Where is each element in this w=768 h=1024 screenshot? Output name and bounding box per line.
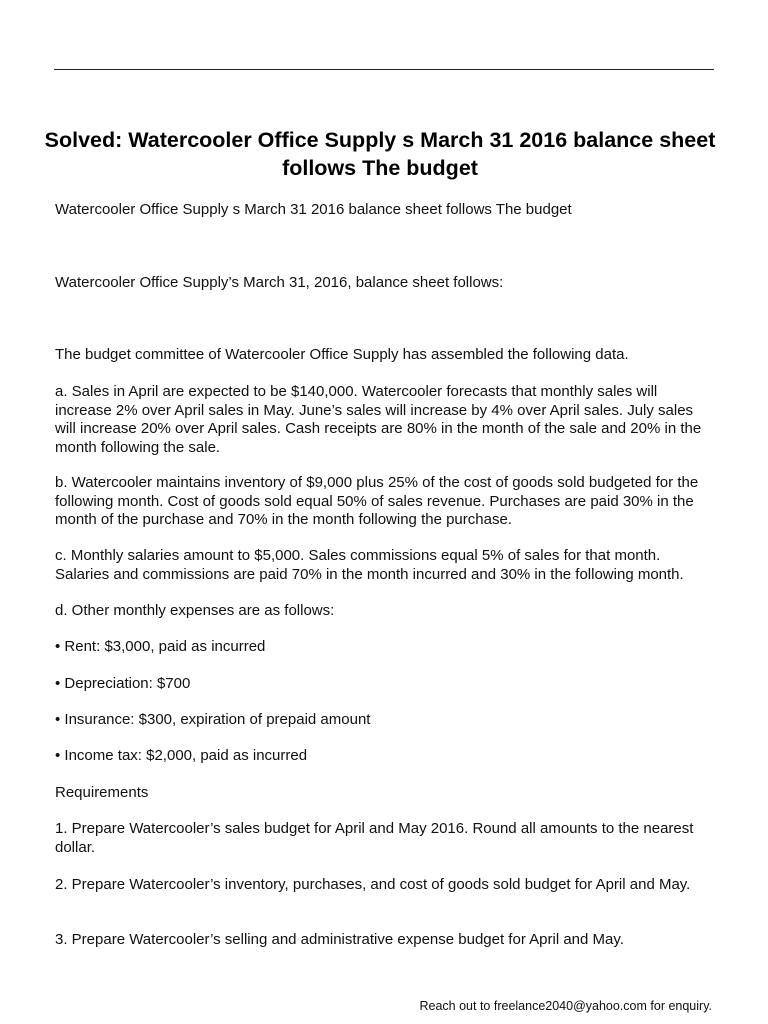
item-b-paragraph: b. Watercooler maintains inventory of $9,000 plus 25% of the cost of goods sold budgeted for the following month. Cost of goods sold equal 50% of sales revenue. Purchases are paid 30% in the month of the purchase and 70% in the month following the purchase.: [55, 474, 699, 528]
requirement-1: 1. Prepare Watercooler’s sales budget for April and May 2016. Round all amounts to the nearest dollar.: [55, 820, 694, 856]
bullet-income-tax: • Income tax: $2,000, paid as incurred: [55, 747, 308, 764]
footer-contact-text: Reach out to freelance2040@yahoo.com for enquiry.: [419, 999, 712, 1013]
bullet-rent: • Rent: $3,000, paid as incurred: [55, 638, 266, 655]
intro-text: Watercooler Office Supply’s March 31, 2016, balance sheet follows:: [55, 274, 504, 291]
bullet-depreciation: • Depreciation: $700: [55, 675, 191, 692]
header-rule: [54, 69, 714, 70]
requirement-3: 3. Prepare Watercooler’s selling and administrative expense budget for April and May.: [55, 931, 624, 948]
item-d-paragraph: d. Other monthly expenses are as follows:: [55, 602, 335, 619]
item-c-paragraph: c. Monthly salaries amount to $5,000. Sales commissions equal 5% of sales for that month. Salaries and commissions are paid 70% in the month incurred and 30% in the following month.: [55, 547, 684, 583]
page-title: Solved: Watercooler Office Supply s March 31 2016 balance sheet follows The budget: [44, 128, 716, 180]
bullet-insurance: • Insurance: $300, expiration of prepaid amount: [55, 711, 371, 728]
requirements-heading: Requirements: [55, 784, 149, 801]
item-a-paragraph: a. Sales in April are expected to be $140,000. Watercooler forecasts that monthly sales will increase 2% over April sales in May. June’s sales will increase by 4% over April sales. July sales will increase 20% over April sales. Cash receipts are 80% in the month of the sale and 20% in the month following the sale.: [55, 383, 702, 456]
subtitle-text: Watercooler Office Supply s March 31 2016 balance sheet follows The budget: [55, 201, 572, 218]
requirement-2: 2. Prepare Watercooler’s inventory, purchases, and cost of goods sold budget for April and May.: [55, 876, 691, 893]
committee-text: The budget committee of Watercooler Office Supply has assembled the following data.: [55, 346, 629, 363]
